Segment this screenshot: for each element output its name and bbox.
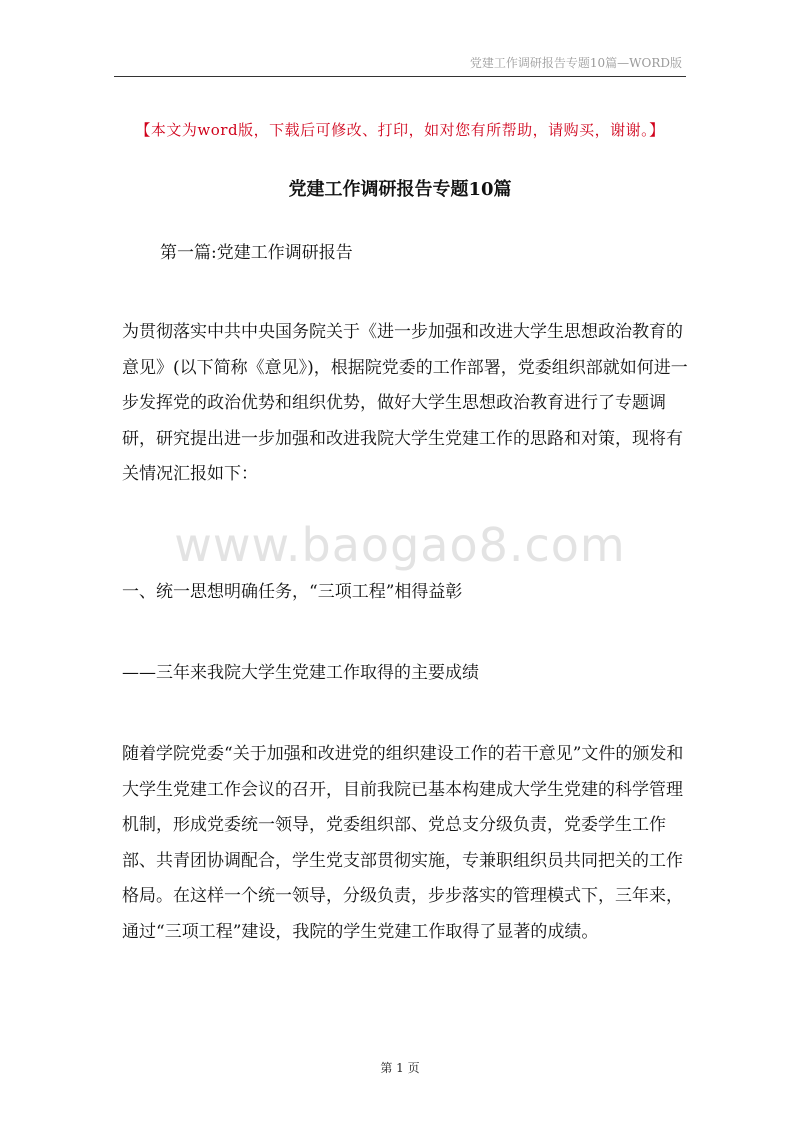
section-subheading: ——三年来我院大学生党建工作取得的主要成绩 bbox=[122, 663, 479, 683]
purchase-notice: 【本文为word版，下载后可修改、打印，如对您有所帮助，请购买，谢谢。】 bbox=[135, 121, 665, 139]
watermark: www.baogao8.com bbox=[174, 518, 626, 572]
page-number: 第 1 页 bbox=[380, 1061, 420, 1075]
document-title: 党建工作调研报告专题10篇 bbox=[288, 179, 512, 200]
running-header: 党建工作调研报告专题10篇—WORD版 bbox=[469, 56, 682, 70]
header-divider bbox=[114, 76, 686, 77]
body-paragraph: 随着学院党委“关于加强和改进党的组织建设工作的若干意见”文件的颁发和大学生党建工作会议的召开，目前我院已基本构建成大学生党建的科学管理机制，形成党委统一领导，党委组织部、党总支分级负责，党委学生工作部、共青团协调配合，学生党支部贯彻实施，专兼职组织员共同把关的工作格局。在这样一个统一领导，分级负责，步步落实的管理模式下，三年来，通过“三项工程”建设，我院的学生党建工作取得了显著的成绩。 bbox=[122, 744, 684, 942]
intro-paragraph: 为贯彻落实中共中央国务院关于《进一步加强和改进大学生思想政治教育的意见》(以下简称《意见》)，根据院党委的工作部署，党委组织部就如何进一步发挥党的政治优势和组织优势，做好大学生思想政治教育进行了专题调研，研究提出进一步加强和改进我院大学生党建工作的思路和对策，现将有关情况汇报如下： bbox=[122, 322, 688, 484]
chapter-heading: 第一篇:党建工作调研报告 bbox=[160, 243, 353, 263]
section-heading: 一、统一思想明确任务，“三项工程”相得益彰 bbox=[122, 582, 463, 602]
